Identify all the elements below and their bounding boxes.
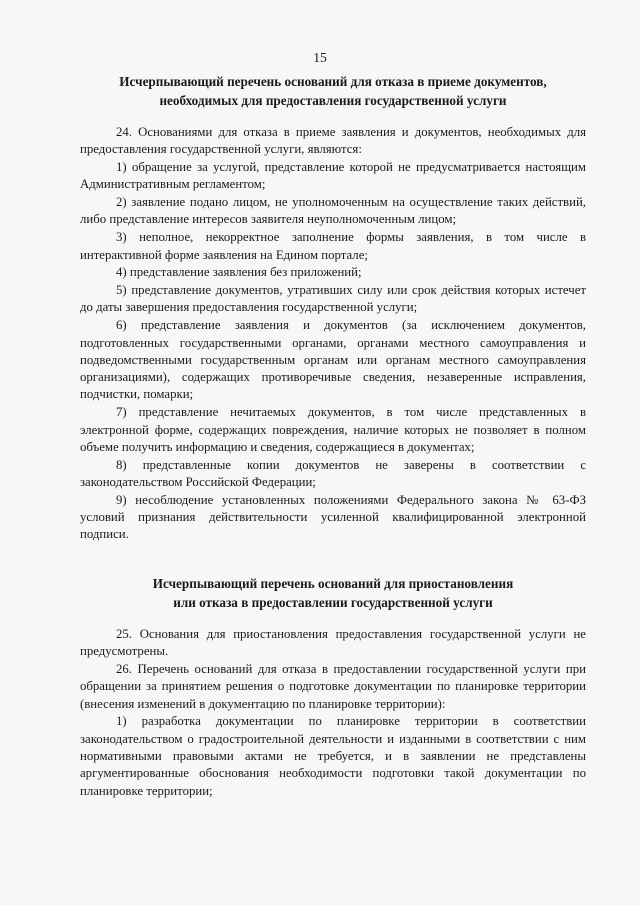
section2-title-line: или отказа в предоставлении государственной услуги: [173, 595, 493, 610]
list-item-9: 9) несоблюдение установленных положениями Федерального закона № 63-ФЗ условий признания действительности усиленной квалифицированной электронной подписи.: [80, 492, 586, 542]
list-item-4: 4) представление заявления без приложений;: [116, 265, 362, 280]
section2-title-line: Исчерпывающий перечень оснований для приостановления: [152, 576, 514, 591]
list-item-2: 2) заявление подано лицом, не уполномоченным на осуществление таких действий, либо представление интересов заявителя неуполномоченным лицом;: [80, 195, 586, 227]
paragraph-24: 24. Основаниями для отказа в приеме заявления и документов, необходимых для предоставления государственной услуги, являются:: [80, 125, 586, 157]
list-item-5: 5) представление документов, утративших силу или срок действия которых истечет до даты завершения предоставления государственной услуги;: [80, 283, 586, 315]
section2-body: [80, 626, 586, 800]
section2-title: [80, 574, 586, 612]
list-item-8: 8) представленные копии документов не заверены в соответствии с законодательством Российской Федерации;: [80, 457, 586, 489]
paragraph-25: 25. Основания для приостановления предоставления государственной услуги не предусмотрены.: [80, 627, 586, 659]
list-item-1: 1) обращение за услугой, представление которой не предусматривается настоящим Административным регламентом;: [80, 160, 586, 192]
list-item-26-1: 1) разработка документации по планировке территории в соответствии законодательством о градостроительной деятельности и изданными в соответствии с ним нормативными правовыми актами не требуется, и в заявлении не представлены аргументированные обоснования необходимости подготовки такой документации по планировке территории;: [80, 714, 586, 798]
section1-title: [80, 72, 586, 110]
section1-title-line: Исчерпывающий перечень оснований для отказа в приеме документов,: [119, 74, 547, 89]
list-item-6: 6) представление заявления и документов (за исключением документов, подготовленных государственными органами, органами местного самоуправления и подведомственными государственным органам или органам местного самоуправления организациями), содержащих противоречивые сведения, незаверенные исправления, подчистки, помарки;: [80, 318, 586, 402]
list-item-3: 3) неполное, некорректное заполнение формы заявления, в том числе в интерактивной форме заявления на Едином портале;: [80, 230, 586, 262]
paragraph-26: 26. Перечень оснований для отказа в предоставлении государственной услуги при обращении за принятием решения о подготовке документации по планировке территории (внесения изменений в документацию по планировке территории):: [80, 662, 586, 711]
list-item-7: 7) представление нечитаемых документов, в том числе представленных в электронной форме, содержащих повреждения, наличие которых не позволяет в полном объеме получить информацию и сведения, содержащиеся в документах;: [80, 405, 586, 454]
page-number: 15: [313, 50, 327, 65]
section1-body: [80, 124, 586, 544]
section1-title-line: необходимых для предоставления государственной услуги: [159, 93, 507, 108]
